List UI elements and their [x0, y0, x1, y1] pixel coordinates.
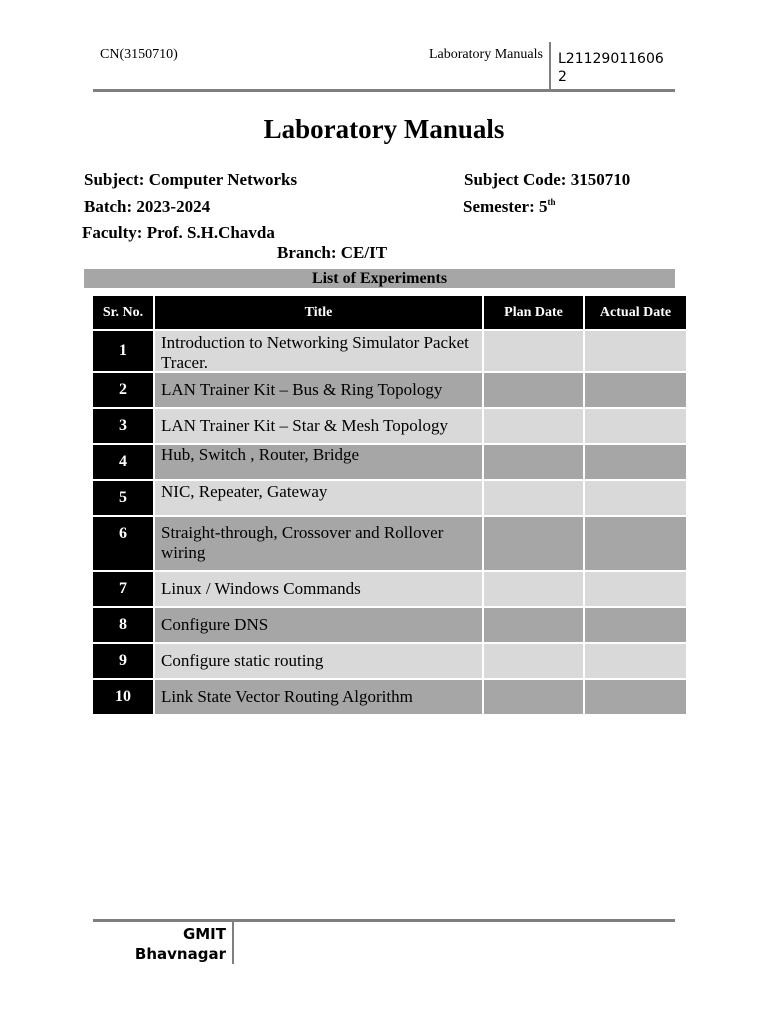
header-sr-no: Sr. No.: [93, 296, 155, 329]
row-title-cell: [155, 409, 484, 443]
row-plan-date: [484, 409, 585, 443]
subject-code-line: [464, 170, 630, 190]
row-actual-date: [585, 680, 686, 714]
header-enrollment-id: L211290116062: [558, 51, 664, 85]
table-row: [93, 409, 686, 445]
batch-label: Batch:: [84, 197, 133, 216]
subject-value: Computer Networks: [148, 170, 298, 189]
row-title-cell: [155, 608, 484, 642]
row-title-cell: [155, 680, 484, 714]
row-title: Link State Vector Routing Algorithm: [161, 687, 413, 706]
branch-value: CE/IT: [340, 243, 388, 262]
header-doc-title: Laboratory Manuals: [429, 47, 543, 62]
row-sr-no: 1: [93, 331, 155, 371]
experiments-table: [93, 296, 686, 716]
row-sr-no: 9: [93, 644, 155, 678]
branch-line: [277, 243, 387, 263]
footer-rule: [93, 919, 675, 922]
row-title: Linux / Windows Commands: [161, 579, 361, 598]
row-title: Straight-through, Crossover and Rollover wiring: [161, 523, 444, 562]
row-sr-no: 7: [93, 572, 155, 606]
row-title: LAN Trainer Kit – Bus & Ring Topology: [161, 380, 443, 399]
subject-code-label: Subject Code:: [464, 170, 567, 189]
row-sr-no: 10: [93, 680, 155, 714]
row-title: Hub, Switch , Router, Bridge: [161, 445, 360, 464]
row-title: LAN Trainer Kit – Star & Mesh Topology: [161, 416, 449, 435]
row-sr-no: 8: [93, 608, 155, 642]
row-plan-date: [484, 572, 585, 606]
footer-institute-city: Bhavnagar: [134, 945, 226, 963]
row-actual-date: [585, 572, 686, 606]
row-sr-no: 4: [93, 445, 155, 479]
row-actual-date: [585, 517, 686, 570]
semester-suffix: th: [547, 197, 556, 207]
row-plan-date: [484, 680, 585, 714]
row-actual-date: [585, 373, 686, 407]
footer-institute-name: GMIT: [182, 925, 226, 943]
row-sr-no: 3: [93, 409, 155, 443]
faculty-line: [82, 223, 275, 243]
row-title: NIC, Repeater, Gateway: [161, 482, 328, 501]
subject-label: Subject:: [84, 170, 145, 189]
row-plan-date: [484, 331, 585, 371]
page-title: Laboratory Manuals: [263, 114, 505, 144]
header-title: Title: [155, 296, 484, 329]
table-row: [93, 445, 686, 481]
row-actual-date: [585, 481, 686, 515]
row-actual-date: [585, 409, 686, 443]
header-course-code: CN(3150710): [100, 47, 178, 62]
header-actual-date: Actual Date: [585, 296, 686, 329]
semester-line: [463, 197, 556, 217]
row-title-cell: [155, 481, 484, 515]
row-title: Configure static routing: [161, 651, 324, 670]
batch-line: [84, 197, 210, 217]
table-row: [93, 517, 686, 572]
table-header-row: [93, 296, 686, 331]
row-plan-date: [484, 517, 585, 570]
row-plan-date: [484, 445, 585, 479]
table-row: [93, 572, 686, 608]
row-title: Configure DNS: [161, 615, 269, 634]
row-title-cell: [155, 644, 484, 678]
row-plan-date: [484, 373, 585, 407]
semester-label: Semester:: [463, 197, 535, 216]
table-row: [93, 373, 686, 409]
footer-institute: [100, 924, 226, 964]
table-row: [93, 481, 686, 517]
table-row: [93, 608, 686, 644]
header-divider: [549, 42, 551, 90]
row-plan-date: [484, 644, 585, 678]
faculty-label: Faculty:: [82, 223, 143, 242]
row-actual-date: [585, 608, 686, 642]
row-sr-no: 6: [93, 517, 155, 570]
row-title-cell: [155, 445, 484, 479]
row-plan-date: [484, 481, 585, 515]
row-title-cell: [155, 331, 484, 371]
list-of-experiments-heading: List of Experiments: [84, 269, 675, 288]
header-rule: [93, 89, 675, 92]
row-title-cell: [155, 517, 484, 570]
table-body: [93, 331, 686, 716]
row-actual-date: [585, 331, 686, 371]
row-title-cell: [155, 373, 484, 407]
faculty-value: Prof. S.H.Chavda: [146, 223, 275, 242]
branch-label: Branch:: [277, 243, 337, 262]
row-actual-date: [585, 445, 686, 479]
subject-line: [84, 170, 297, 190]
table-row: [93, 644, 686, 680]
batch-value: 2023-2024: [136, 197, 211, 216]
footer-divider: [232, 922, 234, 964]
row-title-cell: [155, 572, 484, 606]
semester-value: 5: [539, 197, 548, 216]
row-sr-no: 2: [93, 373, 155, 407]
row-sr-no: 5: [93, 481, 155, 515]
table-row: [93, 680, 686, 716]
row-plan-date: [484, 608, 585, 642]
row-title: Introduction to Networking Simulator Packet Tracer.: [161, 333, 469, 372]
row-actual-date: [585, 644, 686, 678]
table-row: [93, 331, 686, 373]
subject-code-value: 3150710: [570, 170, 631, 189]
header-plan-date: Plan Date: [484, 296, 585, 329]
